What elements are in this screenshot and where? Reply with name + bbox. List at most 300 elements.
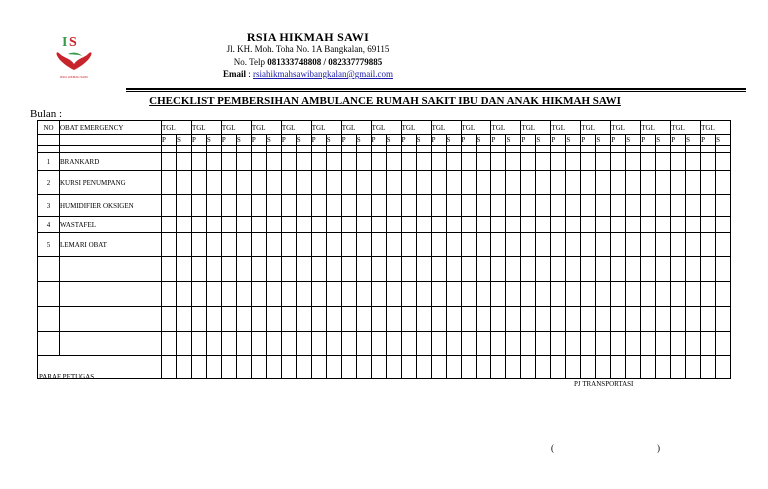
check-cell[interactable] xyxy=(671,332,686,356)
check-cell[interactable] xyxy=(191,195,206,217)
check-cell[interactable] xyxy=(206,332,221,356)
check-cell[interactable] xyxy=(521,282,536,307)
check-cell[interactable] xyxy=(191,153,206,171)
check-cell[interactable] xyxy=(491,282,506,307)
check-cell[interactable] xyxy=(356,195,371,217)
check-cell[interactable] xyxy=(431,195,446,217)
check-cell[interactable] xyxy=(341,257,356,282)
check-cell[interactable] xyxy=(281,307,296,332)
check-cell[interactable] xyxy=(326,195,341,217)
check-cell[interactable] xyxy=(236,171,251,195)
check-cell[interactable] xyxy=(311,307,326,332)
check-cell[interactable] xyxy=(521,332,536,356)
check-cell[interactable] xyxy=(506,332,521,356)
check-cell[interactable] xyxy=(446,171,461,195)
check-cell[interactable] xyxy=(596,153,611,171)
paraf-check-cell[interactable] xyxy=(461,356,476,379)
check-cell[interactable] xyxy=(566,171,581,195)
check-cell[interactable] xyxy=(341,233,356,257)
check-cell[interactable] xyxy=(716,217,731,233)
check-cell[interactable] xyxy=(491,171,506,195)
check-cell[interactable] xyxy=(221,153,236,171)
paraf-check-cell[interactable] xyxy=(536,356,551,379)
check-cell[interactable] xyxy=(356,217,371,233)
check-cell[interactable] xyxy=(716,233,731,257)
check-cell[interactable] xyxy=(641,153,656,171)
check-cell[interactable] xyxy=(371,171,386,195)
check-cell[interactable] xyxy=(671,195,686,217)
check-cell[interactable] xyxy=(176,153,191,171)
check-cell[interactable] xyxy=(326,282,341,307)
check-cell[interactable] xyxy=(581,257,596,282)
paraf-check-cell[interactable] xyxy=(401,356,416,379)
check-cell[interactable] xyxy=(686,282,701,307)
check-cell[interactable] xyxy=(296,217,311,233)
check-cell[interactable] xyxy=(611,257,626,282)
check-cell[interactable] xyxy=(251,171,266,195)
check-cell[interactable] xyxy=(266,195,281,217)
check-cell[interactable] xyxy=(251,257,266,282)
check-cell[interactable] xyxy=(491,332,506,356)
check-cell[interactable] xyxy=(326,332,341,356)
check-cell[interactable] xyxy=(386,257,401,282)
check-cell[interactable] xyxy=(461,233,476,257)
check-cell[interactable] xyxy=(581,217,596,233)
check-cell[interactable] xyxy=(521,195,536,217)
check-cell[interactable] xyxy=(701,195,716,217)
check-cell[interactable] xyxy=(611,153,626,171)
check-cell[interactable] xyxy=(551,195,566,217)
paraf-check-cell[interactable] xyxy=(371,356,386,379)
check-cell[interactable] xyxy=(356,153,371,171)
check-cell[interactable] xyxy=(296,282,311,307)
check-cell[interactable] xyxy=(221,257,236,282)
check-cell[interactable] xyxy=(611,307,626,332)
check-cell[interactable] xyxy=(311,332,326,356)
check-cell[interactable] xyxy=(296,153,311,171)
check-cell[interactable] xyxy=(311,195,326,217)
check-cell[interactable] xyxy=(416,307,431,332)
check-cell[interactable] xyxy=(716,257,731,282)
check-cell[interactable] xyxy=(671,217,686,233)
check-cell[interactable] xyxy=(506,171,521,195)
check-cell[interactable] xyxy=(566,257,581,282)
check-cell[interactable] xyxy=(641,233,656,257)
check-cell[interactable] xyxy=(521,233,536,257)
check-cell[interactable] xyxy=(491,195,506,217)
check-cell[interactable] xyxy=(206,171,221,195)
check-cell[interactable] xyxy=(236,282,251,307)
check-cell[interactable] xyxy=(221,195,236,217)
check-cell[interactable] xyxy=(326,171,341,195)
check-cell[interactable] xyxy=(656,153,671,171)
check-cell[interactable] xyxy=(281,282,296,307)
check-cell[interactable] xyxy=(206,307,221,332)
paraf-check-cell[interactable] xyxy=(176,356,191,379)
check-cell[interactable] xyxy=(596,195,611,217)
check-cell[interactable] xyxy=(686,217,701,233)
check-cell[interactable] xyxy=(311,153,326,171)
check-cell[interactable] xyxy=(671,307,686,332)
check-cell[interactable] xyxy=(596,332,611,356)
paraf-check-cell[interactable] xyxy=(566,356,581,379)
paraf-check-cell[interactable] xyxy=(641,356,656,379)
check-cell[interactable] xyxy=(461,332,476,356)
check-cell[interactable] xyxy=(641,171,656,195)
check-cell[interactable] xyxy=(266,233,281,257)
check-cell[interactable] xyxy=(476,195,491,217)
check-cell[interactable] xyxy=(416,171,431,195)
check-cell[interactable] xyxy=(461,257,476,282)
check-cell[interactable] xyxy=(416,153,431,171)
check-cell[interactable] xyxy=(626,257,641,282)
check-cell[interactable] xyxy=(566,332,581,356)
check-cell[interactable] xyxy=(326,257,341,282)
check-cell[interactable] xyxy=(311,282,326,307)
check-cell[interactable] xyxy=(176,257,191,282)
check-cell[interactable] xyxy=(656,282,671,307)
check-cell[interactable] xyxy=(162,217,177,233)
check-cell[interactable] xyxy=(551,171,566,195)
check-cell[interactable] xyxy=(431,233,446,257)
check-cell[interactable] xyxy=(446,257,461,282)
check-cell[interactable] xyxy=(266,153,281,171)
check-cell[interactable] xyxy=(221,171,236,195)
paraf-check-cell[interactable] xyxy=(251,356,266,379)
email-link[interactable]: rsiahikmahsawibangkalan@gmail.com xyxy=(253,69,394,79)
paraf-check-cell[interactable] xyxy=(221,356,236,379)
check-cell[interactable] xyxy=(641,282,656,307)
paraf-check-cell[interactable] xyxy=(701,356,716,379)
check-cell[interactable] xyxy=(176,171,191,195)
check-cell[interactable] xyxy=(566,217,581,233)
check-cell[interactable] xyxy=(656,332,671,356)
check-cell[interactable] xyxy=(581,233,596,257)
check-cell[interactable] xyxy=(686,332,701,356)
check-cell[interactable] xyxy=(671,153,686,171)
check-cell[interactable] xyxy=(431,307,446,332)
check-cell[interactable] xyxy=(162,195,177,217)
check-cell[interactable] xyxy=(401,257,416,282)
paraf-check-cell[interactable] xyxy=(326,356,341,379)
check-cell[interactable] xyxy=(281,233,296,257)
check-cell[interactable] xyxy=(461,282,476,307)
paraf-check-cell[interactable] xyxy=(206,356,221,379)
check-cell[interactable] xyxy=(626,195,641,217)
check-cell[interactable] xyxy=(446,153,461,171)
paraf-check-cell[interactable] xyxy=(596,356,611,379)
check-cell[interactable] xyxy=(236,307,251,332)
check-cell[interactable] xyxy=(521,153,536,171)
check-cell[interactable] xyxy=(536,217,551,233)
check-cell[interactable] xyxy=(596,171,611,195)
check-cell[interactable] xyxy=(162,171,177,195)
check-cell[interactable] xyxy=(701,257,716,282)
check-cell[interactable] xyxy=(686,153,701,171)
check-cell[interactable] xyxy=(566,153,581,171)
check-cell[interactable] xyxy=(221,282,236,307)
check-cell[interactable] xyxy=(386,233,401,257)
paraf-check-cell[interactable] xyxy=(341,356,356,379)
check-cell[interactable] xyxy=(371,217,386,233)
check-cell[interactable] xyxy=(551,257,566,282)
check-cell[interactable] xyxy=(416,233,431,257)
check-cell[interactable] xyxy=(476,332,491,356)
check-cell[interactable] xyxy=(521,171,536,195)
paraf-check-cell[interactable] xyxy=(686,356,701,379)
check-cell[interactable] xyxy=(401,307,416,332)
check-cell[interactable] xyxy=(506,153,521,171)
check-cell[interactable] xyxy=(506,257,521,282)
check-cell[interactable] xyxy=(236,257,251,282)
check-cell[interactable] xyxy=(686,257,701,282)
check-cell[interactable] xyxy=(611,171,626,195)
check-cell[interactable] xyxy=(611,195,626,217)
paraf-check-cell[interactable] xyxy=(416,356,431,379)
check-cell[interactable] xyxy=(476,217,491,233)
check-cell[interactable] xyxy=(371,282,386,307)
check-cell[interactable] xyxy=(446,233,461,257)
check-cell[interactable] xyxy=(162,153,177,171)
paraf-check-cell[interactable] xyxy=(716,356,731,379)
check-cell[interactable] xyxy=(371,153,386,171)
check-cell[interactable] xyxy=(716,195,731,217)
check-cell[interactable] xyxy=(341,307,356,332)
check-cell[interactable] xyxy=(386,171,401,195)
check-cell[interactable] xyxy=(162,332,177,356)
check-cell[interactable] xyxy=(551,332,566,356)
check-cell[interactable] xyxy=(416,282,431,307)
check-cell[interactable] xyxy=(236,195,251,217)
check-cell[interactable] xyxy=(626,171,641,195)
check-cell[interactable] xyxy=(206,282,221,307)
check-cell[interactable] xyxy=(266,282,281,307)
check-cell[interactable] xyxy=(701,171,716,195)
check-cell[interactable] xyxy=(596,233,611,257)
check-cell[interactable] xyxy=(476,307,491,332)
check-cell[interactable] xyxy=(266,171,281,195)
check-cell[interactable] xyxy=(176,195,191,217)
check-cell[interactable] xyxy=(191,233,206,257)
check-cell[interactable] xyxy=(551,233,566,257)
check-cell[interactable] xyxy=(446,307,461,332)
check-cell[interactable] xyxy=(716,282,731,307)
check-cell[interactable] xyxy=(626,307,641,332)
check-cell[interactable] xyxy=(251,307,266,332)
paraf-check-cell[interactable] xyxy=(311,356,326,379)
check-cell[interactable] xyxy=(536,257,551,282)
check-cell[interactable] xyxy=(536,233,551,257)
check-cell[interactable] xyxy=(356,171,371,195)
check-cell[interactable] xyxy=(401,282,416,307)
check-cell[interactable] xyxy=(551,282,566,307)
check-cell[interactable] xyxy=(566,282,581,307)
check-cell[interactable] xyxy=(701,307,716,332)
check-cell[interactable] xyxy=(686,171,701,195)
check-cell[interactable] xyxy=(191,332,206,356)
paraf-check-cell[interactable] xyxy=(476,356,491,379)
check-cell[interactable] xyxy=(191,171,206,195)
check-cell[interactable] xyxy=(476,233,491,257)
check-cell[interactable] xyxy=(311,217,326,233)
check-cell[interactable] xyxy=(326,217,341,233)
check-cell[interactable] xyxy=(356,257,371,282)
paraf-check-cell[interactable] xyxy=(356,356,371,379)
check-cell[interactable] xyxy=(641,257,656,282)
check-cell[interactable] xyxy=(176,282,191,307)
check-cell[interactable] xyxy=(506,282,521,307)
check-cell[interactable] xyxy=(311,257,326,282)
check-cell[interactable] xyxy=(341,217,356,233)
check-cell[interactable] xyxy=(446,217,461,233)
check-cell[interactable] xyxy=(521,257,536,282)
paraf-check-cell[interactable] xyxy=(281,356,296,379)
check-cell[interactable] xyxy=(401,195,416,217)
check-cell[interactable] xyxy=(671,282,686,307)
check-cell[interactable] xyxy=(371,195,386,217)
check-cell[interactable] xyxy=(611,233,626,257)
check-cell[interactable] xyxy=(641,307,656,332)
paraf-check-cell[interactable] xyxy=(431,356,446,379)
check-cell[interactable] xyxy=(686,195,701,217)
check-cell[interactable] xyxy=(371,307,386,332)
paraf-check-cell[interactable] xyxy=(611,356,626,379)
check-cell[interactable] xyxy=(386,307,401,332)
paraf-check-cell[interactable] xyxy=(162,356,177,379)
check-cell[interactable] xyxy=(491,153,506,171)
check-cell[interactable] xyxy=(491,307,506,332)
check-cell[interactable] xyxy=(671,257,686,282)
check-cell[interactable] xyxy=(596,307,611,332)
check-cell[interactable] xyxy=(266,257,281,282)
check-cell[interactable] xyxy=(626,153,641,171)
check-cell[interactable] xyxy=(386,217,401,233)
check-cell[interactable] xyxy=(371,332,386,356)
check-cell[interactable] xyxy=(356,282,371,307)
check-cell[interactable] xyxy=(371,257,386,282)
paraf-check-cell[interactable] xyxy=(446,356,461,379)
check-cell[interactable] xyxy=(162,307,177,332)
check-cell[interactable] xyxy=(581,307,596,332)
check-cell[interactable] xyxy=(656,217,671,233)
check-cell[interactable] xyxy=(341,153,356,171)
check-cell[interactable] xyxy=(296,257,311,282)
check-cell[interactable] xyxy=(401,171,416,195)
paraf-check-cell[interactable] xyxy=(506,356,521,379)
check-cell[interactable] xyxy=(506,233,521,257)
check-cell[interactable] xyxy=(476,171,491,195)
check-cell[interactable] xyxy=(611,282,626,307)
check-cell[interactable] xyxy=(596,282,611,307)
paraf-check-cell[interactable] xyxy=(656,356,671,379)
paraf-check-cell[interactable] xyxy=(581,356,596,379)
check-cell[interactable] xyxy=(581,332,596,356)
check-cell[interactable] xyxy=(431,217,446,233)
check-cell[interactable] xyxy=(311,171,326,195)
check-cell[interactable] xyxy=(626,233,641,257)
check-cell[interactable] xyxy=(356,233,371,257)
paraf-check-cell[interactable] xyxy=(236,356,251,379)
check-cell[interactable] xyxy=(371,233,386,257)
check-cell[interactable] xyxy=(536,171,551,195)
check-cell[interactable] xyxy=(281,153,296,171)
check-cell[interactable] xyxy=(236,332,251,356)
paraf-check-cell[interactable] xyxy=(296,356,311,379)
check-cell[interactable] xyxy=(446,332,461,356)
check-cell[interactable] xyxy=(401,217,416,233)
check-cell[interactable] xyxy=(431,282,446,307)
check-cell[interactable] xyxy=(491,233,506,257)
check-cell[interactable] xyxy=(206,153,221,171)
check-cell[interactable] xyxy=(221,307,236,332)
check-cell[interactable] xyxy=(191,282,206,307)
check-cell[interactable] xyxy=(236,153,251,171)
check-cell[interactable] xyxy=(506,217,521,233)
check-cell[interactable] xyxy=(581,282,596,307)
check-cell[interactable] xyxy=(386,153,401,171)
check-cell[interactable] xyxy=(431,153,446,171)
check-cell[interactable] xyxy=(446,195,461,217)
check-cell[interactable] xyxy=(416,257,431,282)
check-cell[interactable] xyxy=(461,153,476,171)
check-cell[interactable] xyxy=(341,195,356,217)
check-cell[interactable] xyxy=(446,282,461,307)
check-cell[interactable] xyxy=(686,307,701,332)
check-cell[interactable] xyxy=(221,217,236,233)
check-cell[interactable] xyxy=(491,217,506,233)
check-cell[interactable] xyxy=(491,257,506,282)
check-cell[interactable] xyxy=(686,233,701,257)
check-cell[interactable] xyxy=(641,195,656,217)
check-cell[interactable] xyxy=(461,195,476,217)
check-cell[interactable] xyxy=(536,307,551,332)
check-cell[interactable] xyxy=(461,307,476,332)
check-cell[interactable] xyxy=(716,307,731,332)
check-cell[interactable] xyxy=(206,217,221,233)
check-cell[interactable] xyxy=(251,233,266,257)
check-cell[interactable] xyxy=(386,282,401,307)
check-cell[interactable] xyxy=(506,195,521,217)
check-cell[interactable] xyxy=(536,282,551,307)
check-cell[interactable] xyxy=(401,233,416,257)
check-cell[interactable] xyxy=(266,332,281,356)
check-cell[interactable] xyxy=(536,153,551,171)
check-cell[interactable] xyxy=(626,282,641,307)
check-cell[interactable] xyxy=(176,233,191,257)
check-cell[interactable] xyxy=(581,171,596,195)
check-cell[interactable] xyxy=(416,217,431,233)
check-cell[interactable] xyxy=(701,153,716,171)
check-cell[interactable] xyxy=(326,307,341,332)
check-cell[interactable] xyxy=(671,171,686,195)
check-cell[interactable] xyxy=(401,332,416,356)
check-cell[interactable] xyxy=(521,307,536,332)
check-cell[interactable] xyxy=(581,153,596,171)
check-cell[interactable] xyxy=(611,217,626,233)
check-cell[interactable] xyxy=(221,332,236,356)
check-cell[interactable] xyxy=(641,217,656,233)
check-cell[interactable] xyxy=(626,332,641,356)
check-cell[interactable] xyxy=(311,233,326,257)
check-cell[interactable] xyxy=(536,332,551,356)
check-cell[interactable] xyxy=(356,307,371,332)
check-cell[interactable] xyxy=(596,217,611,233)
check-cell[interactable] xyxy=(266,217,281,233)
check-cell[interactable] xyxy=(296,195,311,217)
paraf-check-cell[interactable] xyxy=(491,356,506,379)
check-cell[interactable] xyxy=(626,217,641,233)
check-cell[interactable] xyxy=(206,195,221,217)
